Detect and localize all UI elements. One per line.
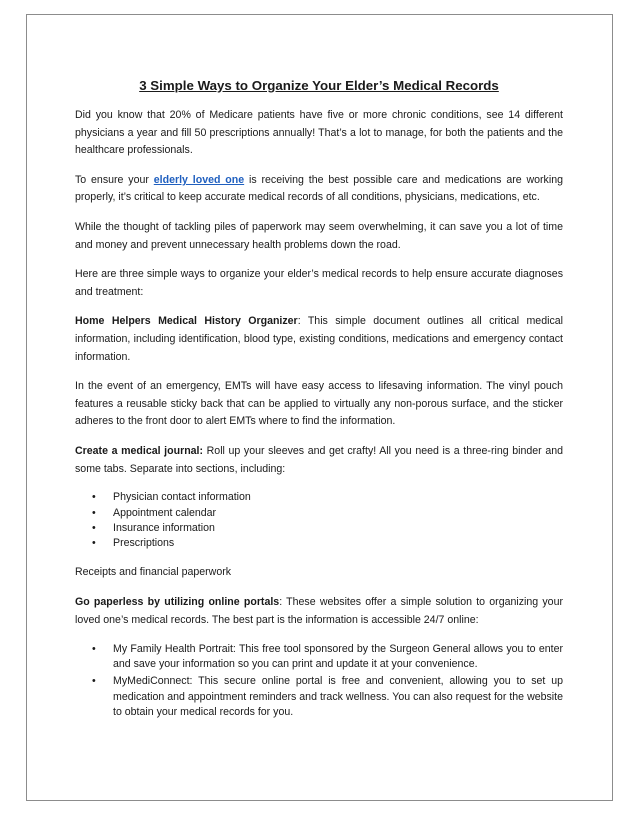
elderly-loved-one-link[interactable]: elderly loved one [153, 173, 245, 186]
organizer-paragraph [75, 313, 563, 366]
care-text-before: To ensure your [75, 173, 154, 186]
list-item: • Prescriptions [113, 536, 563, 551]
emergency-paragraph: In the event of an emergency, EMTs will have easy access to lifesaving information. The vinyl pouch features a reusable sticky back that can be applied to virtually any non-porous surface, and the sticker adheres to the front door to alert EMTs where to find the information. [75, 380, 563, 428]
journal-sections-list [75, 490, 563, 552]
journal-lead: Create a medical journal: [75, 444, 204, 457]
care-paragraph [75, 172, 563, 207]
portals-paragraph [75, 594, 563, 629]
document-page [26, 14, 613, 801]
list-item: • Insurance information [113, 521, 563, 536]
document-title: 3 Simple Ways to Organize Your Elder’s Medical Records [139, 78, 499, 93]
three-ways-paragraph: Here are three simple ways to organize your elder’s medical records to help ensure accurate diagnoses and treatment: [75, 268, 563, 298]
list-item: • My Family Health Portrait: This free tool sponsored by the Surgeon General allows you to enter and save your information so you can print and update it at your convenience. [113, 642, 563, 673]
list-item: • Physician contact information [113, 490, 563, 505]
organizer-lead: Home Helpers Medical History Organizer [75, 315, 298, 328]
portals-list [75, 642, 563, 721]
paperwork-paragraph: While the thought of tackling piles of paperwork may seem overwhelming, it can save you a lot of time and money and prevent unnecessary health problems down the road. [75, 220, 563, 251]
document-body [75, 77, 563, 733]
list-item: • Appointment calendar [113, 506, 563, 521]
journal-text: Roll up your sleeves and get crafty! All you need is a three-ring binder and some tabs. Separate into sections, including: [75, 444, 563, 475]
portals-text: : These websites offer a simple solution to organizing your loved one’s medical records. The best part is the information is accessible 24/7 online: [75, 596, 563, 626]
journal-paragraph [75, 443, 563, 478]
receipts-paragraph: Receipts and financial paperwork [75, 565, 232, 578]
portals-lead: Go paperless by utilizing online portals [75, 596, 280, 609]
intro-paragraph: Did you know that 20% of Medicare patients have five or more chronic conditions, see 14 different physicians a year and fill 50 prescriptions annually! That’s a lot to manage, for both the patients and the healthcare professionals. [75, 109, 563, 157]
care-text-after: is receiving the best possible care and medications are working properly, it’s critical to keep accurate medical records of all conditions, physicians, medications, etc. [75, 173, 563, 204]
list-item: • MyMediConnect: This secure online portal is free and convenient, allowing you to set up medication and appointment reminders and track wellness. You can also request for the website to obtain your medical records for you. [113, 674, 563, 720]
organizer-text: : This simple document outlines all critical medical information, including identification, blood type, existing conditions, medications and emergency contact information. [75, 315, 563, 363]
